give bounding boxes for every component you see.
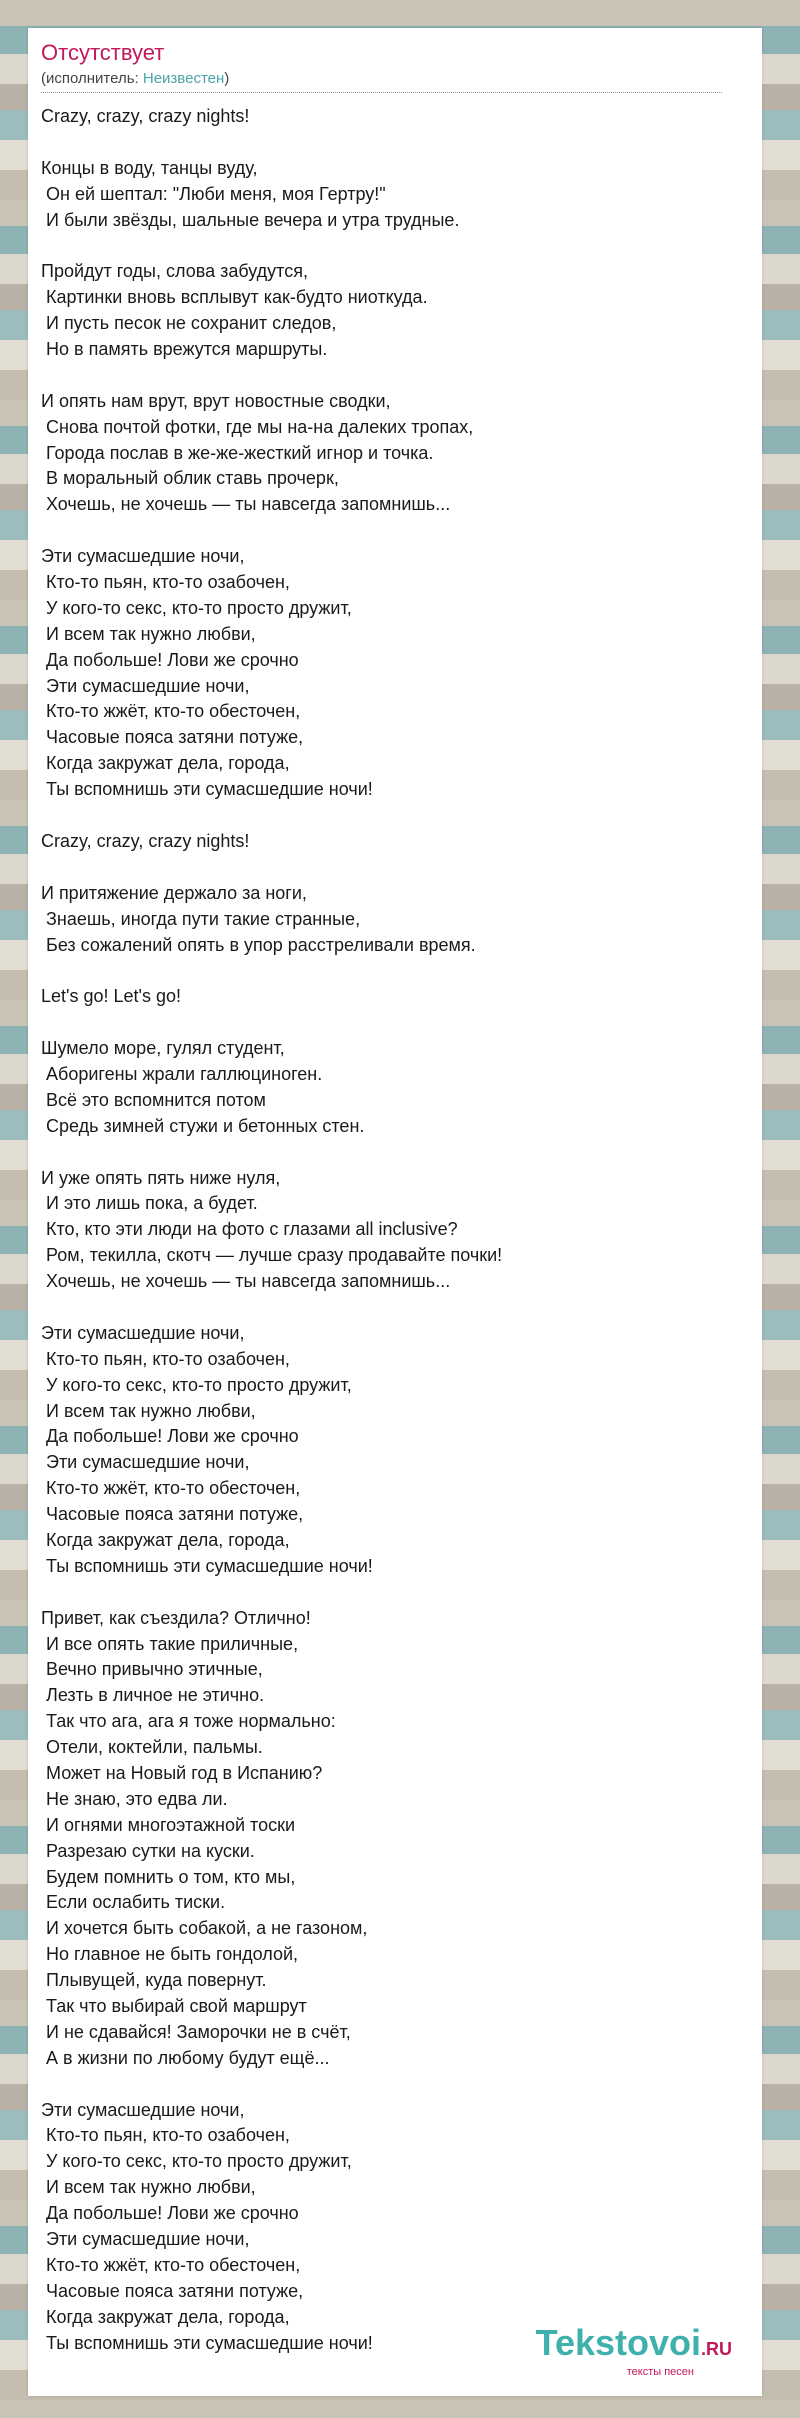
lyric-line	[41, 1295, 731, 1321]
artist-suffix: )	[224, 70, 230, 87]
lyric-line	[41, 1140, 731, 1166]
lyric-line: И уже опять пять ниже нуля,	[41, 1167, 281, 1188]
lyric-line: Вечно привычно этичные,	[41, 1659, 263, 1680]
lyric-line: Эти сумасшедшие ночи,	[41, 546, 245, 567]
lyric-line: Ты вспомнишь эти сумасшедшие ночи!	[41, 1555, 373, 1576]
lyric-line: Пройдут годы, слова забудутся,	[41, 261, 308, 282]
lyric-line: Разрезаю сутки на куски.	[41, 1840, 255, 1861]
site-logo[interactable]	[536, 2324, 732, 2378]
lyric-line: Без сожалений опять в упор расстреливали время.	[41, 934, 476, 955]
lyric-line: Кто-то пьян, кто-то озабочен,	[41, 2125, 290, 2146]
lyric-line: И всем так нужно любви,	[41, 2177, 256, 2198]
lyric-line	[41, 130, 731, 156]
lyric-line: И всем так нужно любви,	[41, 1400, 256, 1421]
lyric-line: Да побольше! Лови же срочно	[41, 649, 299, 670]
lyric-line: Кто-то жжёт, кто-то обесточен,	[41, 1478, 301, 1499]
lyric-line: Если ослабить тиски.	[41, 1892, 226, 1913]
lyric-line	[41, 1580, 731, 1606]
lyrics-text	[41, 104, 731, 2356]
lyric-line: И всем так нужно любви,	[41, 623, 256, 644]
lyric-line: Кто, кто эти люди на фото с глазами all inclusive?	[41, 1219, 458, 1240]
lyric-line	[41, 958, 731, 984]
lyric-line: Эти сумасшедшие ночи,	[41, 1322, 245, 1343]
lyrics-card	[28, 28, 762, 2396]
lyric-line: И пусть песок не сохранит следов,	[41, 313, 337, 334]
lyric-line: Так что выбирай свой маршрут	[41, 1996, 307, 2017]
lyric-line: Да побольше! Лови же срочно	[41, 1426, 299, 1447]
lyric-line: Да побольше! Лови же срочно	[41, 2203, 299, 2224]
lyric-line	[41, 2072, 731, 2098]
lyric-line: И хочется быть собакой, а не газоном,	[41, 1918, 368, 1939]
artist-prefix: (исполнитель:	[41, 70, 143, 87]
lyric-line: Хочешь, не хочешь — ты навсегда запомнишь...	[41, 1271, 451, 1292]
lyric-line: Crazy, crazy, crazy nights!	[41, 106, 250, 126]
lyric-line	[41, 855, 731, 881]
lyric-line: А в жизни по любому будут ещё...	[41, 2047, 330, 2068]
lyric-line: Средь зимней стужи и бетонных стен.	[41, 1115, 365, 1136]
lyric-line: Кто-то жжёт, кто-то обесточен,	[41, 2254, 301, 2275]
lyric-line	[41, 1010, 731, 1036]
lyric-line: Отели, коктейли, пальмы.	[41, 1737, 263, 1758]
lyric-line: Может на Новый год в Испанию?	[41, 1763, 323, 1783]
lyric-line: Эти сумасшедшие ночи,	[41, 675, 250, 696]
lyric-line: Знаешь, иногда пути такие странные,	[41, 908, 361, 929]
artist-line	[41, 70, 229, 88]
lyric-line: Когда закружат дела, города,	[41, 753, 290, 774]
lyric-line: Let's go! Let's go!	[41, 986, 181, 1007]
lyric-line	[41, 803, 731, 829]
lyric-line: Кто-то жжёт, кто-то обесточен,	[41, 701, 301, 722]
song-title: Отсутствует	[41, 40, 165, 65]
lyric-line: Но главное не быть гондолой,	[41, 1944, 299, 1965]
lyric-line: Эти сумасшедшие ночи,	[41, 1452, 250, 1473]
lyric-line: Лезть в личное не этично.	[41, 1685, 265, 1706]
lyric-line: Кто-то пьян, кто-то озабочен,	[41, 1348, 290, 1369]
lyric-line: У кого-то секс, кто-то просто дружит,	[41, 2151, 352, 2172]
lyric-line: Картинки вновь всплывут как-будто ниоткуда.	[41, 287, 428, 308]
header-divider	[41, 92, 722, 93]
lyric-line: Всё это вспомнится потом	[41, 1089, 266, 1110]
lyric-line: И притяжение держало за ноги,	[41, 882, 307, 903]
lyric-line: Но в память врежутся маршруты.	[41, 339, 328, 360]
lyric-line: И все опять такие приличные,	[41, 1633, 299, 1654]
lyric-line: Часовые пояса затяни потуже,	[41, 727, 304, 748]
logo-tagline: тексты песен	[626, 2366, 694, 2378]
lyric-line: Города послав в же-же-жесткий игнор и точка.	[41, 442, 434, 463]
lyric-line: И не сдавайся! Заморочки не в счёт,	[41, 2021, 351, 2042]
lyric-line: Он ей шептал: "Люби меня, моя Гертру!"	[41, 183, 386, 204]
lyric-line: У кого-то секс, кто-то просто дружит,	[41, 1374, 352, 1395]
lyric-line: Снова почтой фотки, где мы на-на далеких тропах,	[41, 416, 474, 437]
lyric-line: Когда закружат дела, города,	[41, 2306, 290, 2327]
lyric-line: У кого-то секс, кто-то просто дружит,	[41, 597, 352, 618]
lyric-line: Концы в воду, танцы вуду,	[41, 157, 258, 178]
lyric-line: И были звёзды, шальные вечера и утра трудные.	[41, 209, 460, 230]
lyric-line: Когда закружат дела, города,	[41, 1529, 290, 1550]
lyric-line: Эти сумасшедшие ночи,	[41, 2099, 245, 2120]
lyric-line: Ром, текилла, скотч — лучше сразу продавайте почки!	[41, 1245, 503, 1266]
lyric-line: Эти сумасшедшие ночи,	[41, 2229, 250, 2250]
lyric-line: Часовые пояса затяни потуже,	[41, 2280, 304, 2301]
logo-tld: .RU	[701, 2339, 732, 2359]
lyric-line	[41, 233, 731, 259]
lyric-line: Привет, как съездила? Отлично!	[41, 1607, 311, 1628]
lyric-line: Кто-то пьян, кто-то озабочен,	[41, 572, 290, 593]
lyric-line: Плывущей, куда повернут.	[41, 1970, 267, 1991]
lyric-line: Часовые пояса затяни потуже,	[41, 1504, 304, 1525]
lyric-line: Так что ага, ага я тоже нормально:	[41, 1711, 336, 1732]
lyric-line: И опять нам врут, врут новостные сводки,	[41, 390, 391, 411]
lyric-line: В моральный облик ставь прочерк,	[41, 468, 339, 489]
artist-link[interactable]: Неизвестен	[142, 70, 225, 87]
lyric-line: Не знаю, это едва ли.	[41, 1788, 228, 1809]
logo-name: Tekstovoi	[535, 2322, 701, 2363]
lyric-line: Crazy, crazy, crazy nights!	[41, 830, 250, 851]
lyric-line: Аборигены жрали галлюциноген.	[41, 1063, 323, 1084]
lyric-line: И огнями многоэтажной тоски	[41, 1814, 296, 1835]
lyric-line: Ты вспомнишь эти сумасшедшие ночи!	[41, 779, 373, 800]
lyric-line: И это лишь пока, а будет.	[41, 1193, 258, 1214]
lyric-line: Ты вспомнишь эти сумасшедшие ночи!	[41, 2332, 373, 2353]
lyric-line: Шумело море, гулял студент,	[41, 1038, 285, 1059]
lyric-line: Будем помнить о том, кто мы,	[41, 1866, 296, 1887]
lyric-line	[41, 518, 731, 544]
lyric-line: Хочешь, не хочешь — ты навсегда запомнишь...	[41, 494, 451, 515]
lyric-line	[41, 363, 731, 389]
